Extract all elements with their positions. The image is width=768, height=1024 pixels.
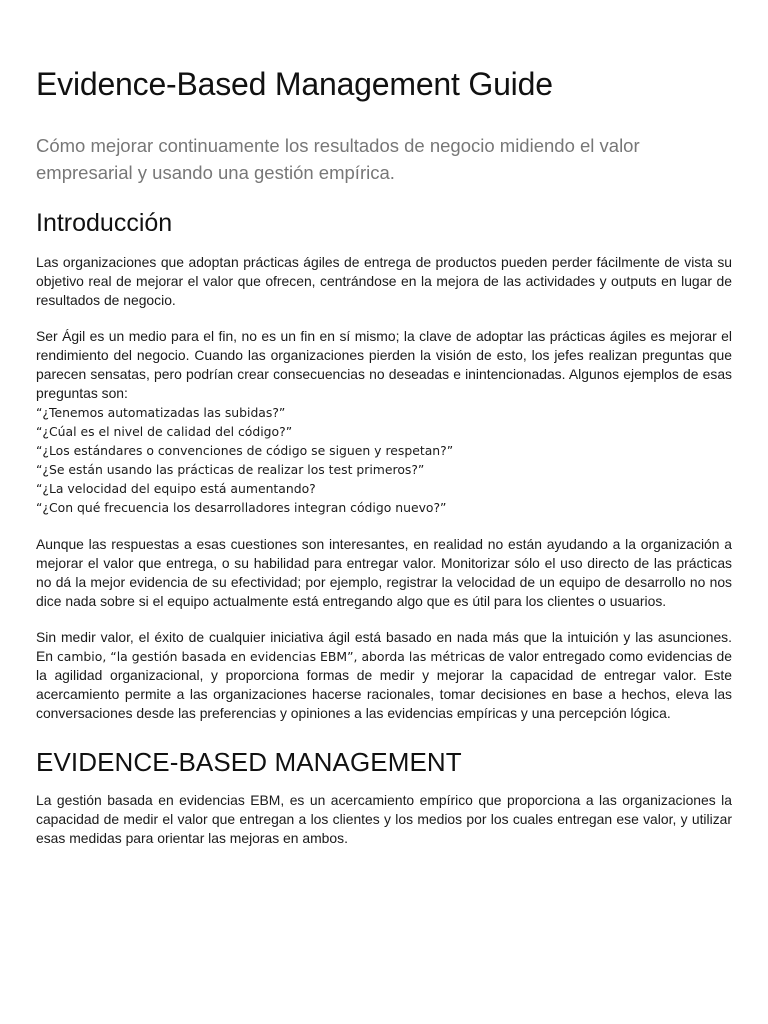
intro-paragraph-4-quote: cambio, “la gestión basada en evidencias EBM”, aborda las métri <box>56 649 464 664</box>
example-questions-list <box>36 403 453 517</box>
intro-paragraph-4 <box>36 628 732 723</box>
list-item: “¿Se están usando las prácticas de realizar los test primeros?” <box>36 462 425 477</box>
document-title: Evidence-Based Management Guide <box>36 66 553 102</box>
list-item: “¿Tenemos automatizadas las subidas?” <box>36 405 286 420</box>
ebm-paragraph-1: La gestión basada en evidencias EBM, es un acercamiento empírico que proporciona a las organizaciones la capacidad de medir el valor que entregan a los clientes y los medios por los cuales entregan ese valor, y utilizar esas medidas para orientar las mejoras en ambos. <box>36 792 732 846</box>
list-item: “¿Cúal es el nivel de calidad del código?” <box>36 424 293 439</box>
list-item: “¿Con qué frecuencia los desarrolladores integran código nuevo?” <box>36 500 447 515</box>
intro-paragraph-1: Las organizaciones que adoptan prácticas ágiles de entrega de productos pueden perder fácilmente de vista su objetivo real de mejorar el valor que ofrecen, centrándose en la mejora de las actividades y outputs en lugar de resultados de negocio. <box>36 254 732 308</box>
document-subtitle: Cómo mejorar continuamente los resultados de negocio midiendo el valor empresarial y usando una gestión empírica. <box>36 135 640 183</box>
intro-heading: Introducción <box>36 209 173 237</box>
list-item: “¿La velocidad del equipo está aumentando? <box>36 481 316 496</box>
intro-paragraph-3: Aunque las respuestas a esas cuestiones son interesantes, en realidad no están ayudando a la organización a mejorar el valor que entrega, o su habilidad para entregar valor. Monitorizar sólo el uso directo de las prácticas no dá la mejor evidencia de su efectividad; por ejemplo, registrar la velocidad de un equipo de desarrollo no nos dice nada sobre si el equipo actualmente está entregando algo que es útil para los clientes o usuarios. <box>36 536 732 609</box>
list-item: “¿Los estándares o convenciones de código se siguen y respetan?” <box>36 443 454 458</box>
ebm-heading: EVIDENCE-BASED MANAGEMENT <box>36 747 462 777</box>
intro-paragraph-4-start: Sin medir valor, el éxito de cualquier iniciativa ágil está basado en nada más que la intuición y las asunciones. En <box>36 629 732 664</box>
intro-paragraph-2: Ser Ágil es un medio para el fin, no es un fin en sí mismo; la clave de adoptar las prácticas ágiles es mejorar el rendimiento del negocio. Cuando las organizaciones pierden la visión de esto, los jefes realizan preguntas que parecen sensatas, pero podrían crear consecuencias no deseadas e inintencionadas. Algunos ejemplos de esas preguntas son: <box>36 328 732 401</box>
intro-paragraph-4-end: cas de valor entregado como evidencias de la agilidad organizacional, y proporciona formas de medir y mejorar la capacidad de entregar valor. Este acercamiento permite a las organizaciones hacerse racionales, tomar decisiones en base a hechos, eleva las conversaciones desde las preferencias y opiniones a las evidencias empíricas y una percepción lógica. <box>36 648 733 721</box>
